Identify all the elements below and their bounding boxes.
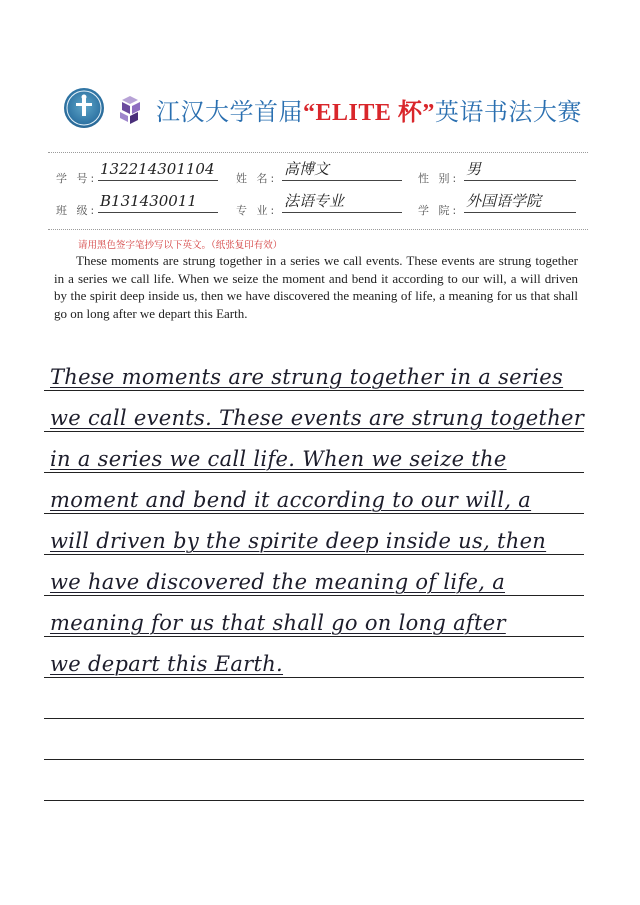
class-label: 班 级: (56, 204, 98, 217)
handwritten-line: These moments are strung together in a series (50, 365, 564, 389)
writing-line (44, 350, 584, 391)
writing-line (44, 596, 584, 637)
handwriting-area (44, 350, 584, 801)
title-suffix: 英语书法大赛 (434, 98, 582, 126)
name-field: 高博文 (282, 158, 402, 181)
writing-line (44, 678, 584, 719)
gender-label: 性 别: (418, 172, 460, 185)
writing-line (44, 514, 584, 555)
college-label: 学 院: (418, 204, 460, 217)
gender-field: 男 (464, 158, 576, 181)
handwritten-line: will driven by the spirite deep inside us, then (50, 529, 547, 553)
info-row-1 (56, 162, 596, 188)
writing-line (44, 391, 584, 432)
class-field: B131430011 (98, 190, 218, 213)
source-passage: These moments are strung together in a series we call events. These events are strung together in a series we call life. When we seize the moment and bend it according to our will, a will driven by the spirit deep inside us, then we have discovered the meaning of life, a meaning for us that shall go on long after we depart this Earth. (54, 253, 578, 321)
writing-line (44, 760, 584, 801)
college-field: 外国语学院 (464, 190, 576, 213)
title-highlight: “ELITE 杯” (303, 100, 435, 126)
info-row-2 (56, 194, 596, 220)
student-id-field: 132214301104 (98, 158, 218, 181)
instruction-text: 请用黑色签字笔抄写以下英文。（纸张复印有效） (78, 240, 283, 251)
writing-line (44, 432, 584, 473)
writing-line (44, 473, 584, 514)
university-seal-logo (64, 88, 104, 128)
elite-brand-logo (116, 94, 146, 126)
writing-line (44, 637, 584, 678)
handwritten-line: we call events. These events are strung together (50, 406, 585, 430)
handwritten-line: moment and bend it according to our will, a (50, 488, 532, 512)
major-label: 专 业: (236, 204, 278, 217)
handwritten-line: we have discovered the meaning of life, a (50, 570, 506, 594)
contest-header (64, 88, 584, 138)
major-field: 法语专业 (282, 190, 402, 213)
contest-title (156, 92, 582, 127)
handwritten-line: in a series we call life. When we seize the (50, 447, 507, 471)
divider-top (48, 152, 588, 153)
handwritten-line: meaning for us that shall go on long after (50, 611, 506, 635)
name-label: 姓 名: (236, 172, 278, 185)
handwritten-line: we depart this Earth. (50, 652, 284, 676)
writing-line (44, 719, 584, 760)
writing-line (44, 555, 584, 596)
student-id-label: 学 号: (56, 172, 98, 185)
divider-middle (48, 229, 588, 230)
title-prefix: 江汉大学首届 (156, 98, 303, 126)
